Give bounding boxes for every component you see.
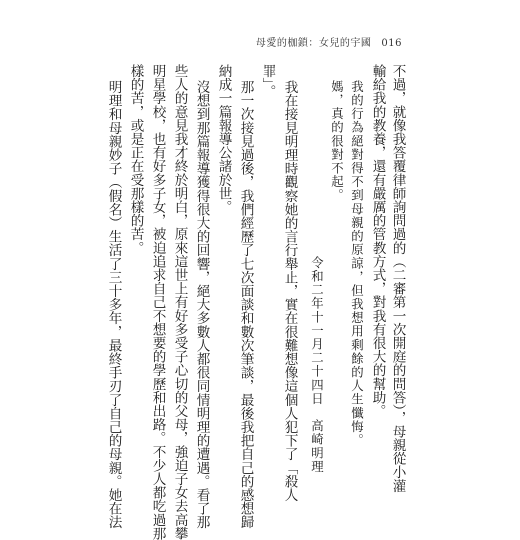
- letter-signature: 令和二年十一月二十四日 高崎明理: [309, 256, 325, 474]
- paragraph-line: 些人的意見我才終於明白，原來這世上有好多受子心切的父母，強迫子女去高攀: [171, 64, 188, 540]
- book-title: 母愛的枷鎖：女兒的宇國: [255, 38, 372, 49]
- paragraph-line: 那一次接見過後，我們經歷了七次面談和數次筆談，最後我把自己的感想歸: [237, 80, 254, 529]
- letter-line: 輸給我的教養，還有嚴厲的管教方式，對我有很大的幫助。: [369, 64, 386, 418]
- paragraph-line: 沒想到那篇報導獲得很大的回響，絕大多數人都很同情明理的遭遇。看了那: [193, 80, 210, 529]
- paragraph-line: 明理和母親妙子（假名）生活了三十多年，最終手刃了自己的母親。她在法: [105, 80, 122, 529]
- letter-line: 媽，真的很對不起。: [329, 80, 345, 203]
- page-number: 016: [381, 38, 402, 49]
- paragraph-line: 樣的苦，或是正在受那樣的苦。: [127, 64, 144, 255]
- paragraph-line: 納成一篇報導公諸於世。: [215, 64, 232, 214]
- paragraph-line: 我在接見明理時觀察她的言行舉止，實在很難想像這個人犯下了「殺人: [281, 80, 298, 502]
- letter-line: 我的行為絕對得不到母親的原諒，但我想用剩餘的人生懺悔。: [349, 80, 365, 448]
- page-header: [256, 34, 402, 49]
- letter-line: 不過，就像我答覆律師詢問過的（二審第一次開庭的問答），母親從小灌: [389, 64, 406, 493]
- paragraph-line: 罪」。: [259, 64, 276, 98]
- paragraph-line: 明星學校，也有好多子女，被迫追求自己不想要的學歷和出路。不少人都吃過那: [149, 64, 166, 540]
